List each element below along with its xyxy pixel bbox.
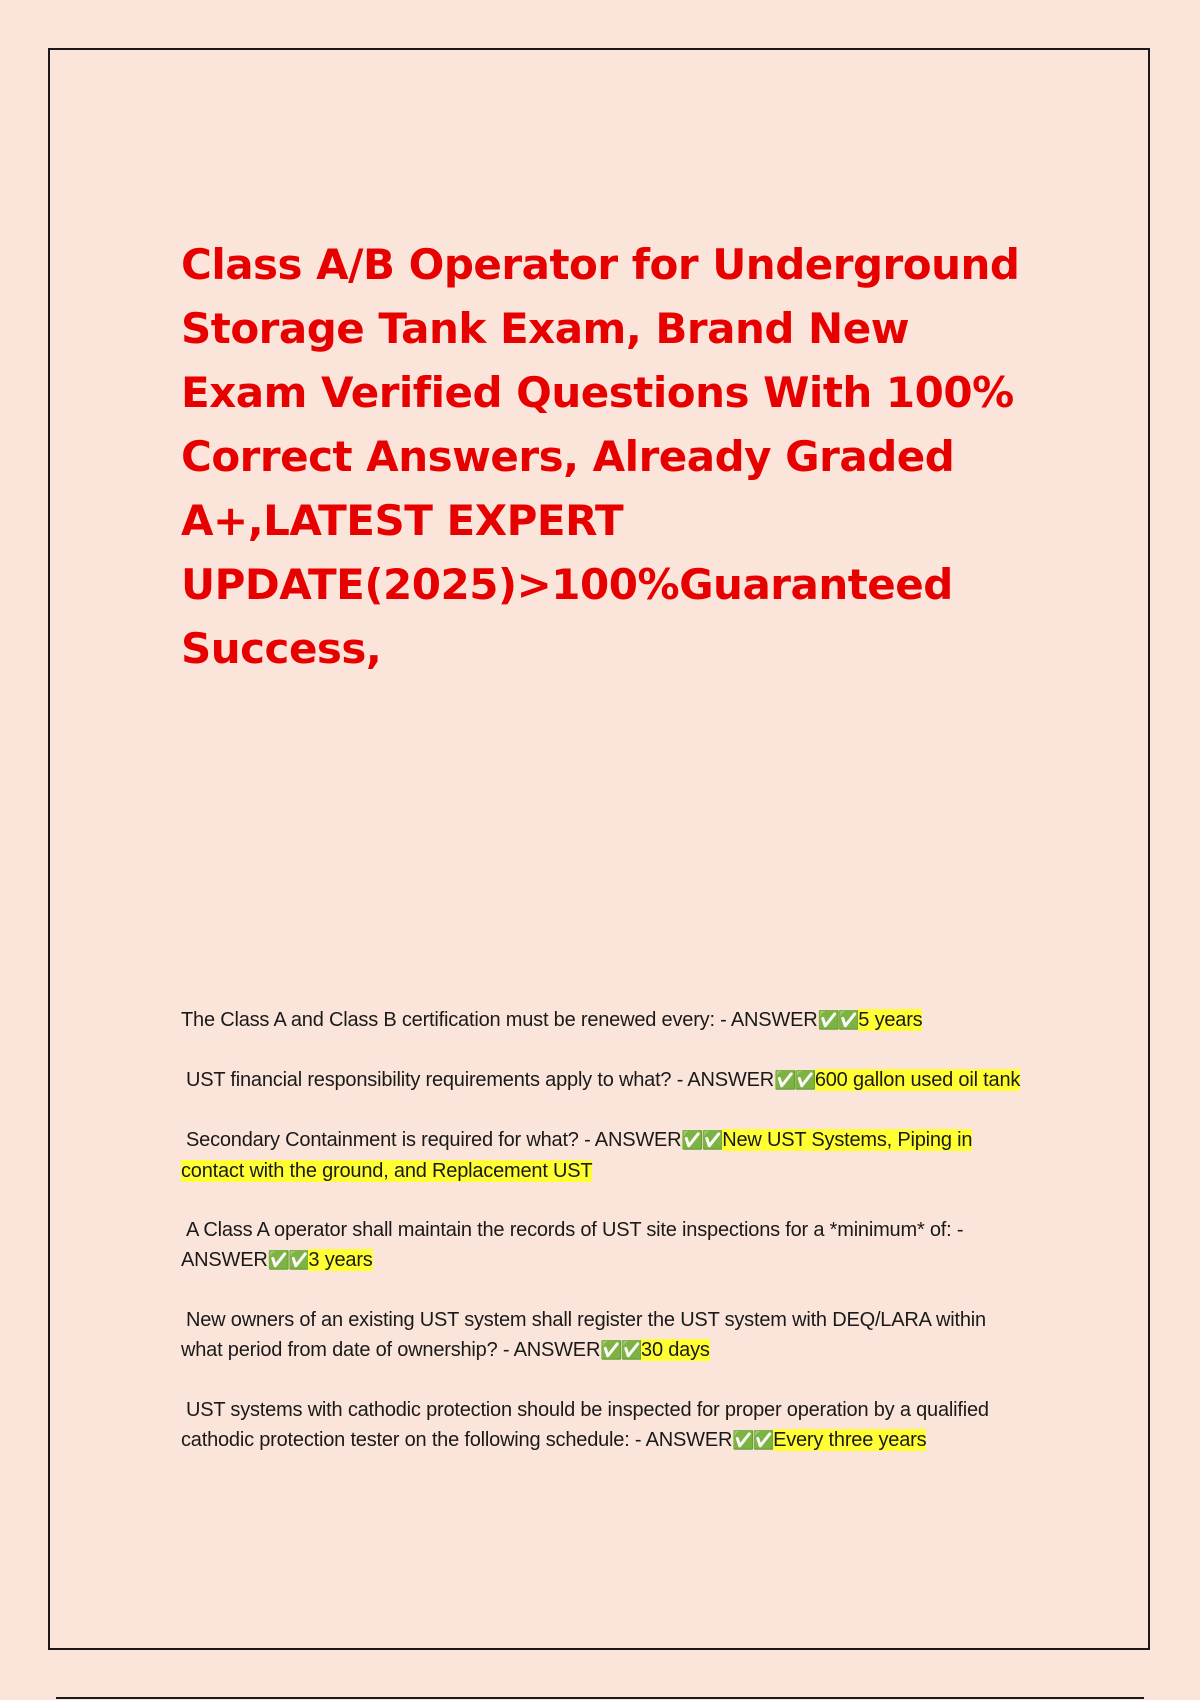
question-text: The Class A and Class B certification must be renewed every: xyxy=(181,1009,715,1031)
answer-label: - ANSWER xyxy=(497,1339,601,1361)
question-text: A Class A operator shall maintain the records of UST site inspections for a *minimum* of: xyxy=(186,1219,952,1241)
document-title: Class A/B Operator for Underground Storage Tank Exam, Brand New Exam Verified Questions With 100% Correct Answers, Already Graded A+,LATEST EXPERT UPDATE(2025)>100%Guaranteed Success, xyxy=(181,240,1020,673)
answer-label: - ANSWER xyxy=(629,1429,733,1451)
answer-label: - ANSWER xyxy=(671,1069,774,1091)
question-text: New owners of an existing UST system shall register the UST system with DEQ/LARA within what period from date of ownership? xyxy=(181,1309,986,1361)
question-text: UST financial responsibility requirements apply to what? xyxy=(186,1069,672,1091)
answer-text: 5 years xyxy=(858,1009,923,1031)
qa-item-1 xyxy=(181,1005,1031,1036)
question-text: Secondary Containment is required for what? xyxy=(186,1129,579,1151)
answer-label: - ANSWER xyxy=(578,1129,682,1151)
qa-item-6 xyxy=(181,1395,1031,1456)
answer-text: New UST Systems, Piping in contact with the ground, and Replacement UST xyxy=(181,1129,973,1182)
answer-text: 30 days xyxy=(641,1339,710,1361)
answer-label: - ANSWER xyxy=(714,1009,818,1031)
bottom-rule xyxy=(56,1697,1144,1699)
answer-label: - ANSWER xyxy=(181,1219,964,1271)
qa-item-2 xyxy=(181,1065,1031,1096)
qa-item-3 xyxy=(181,1125,1031,1186)
double-check-icon: ✅✅ xyxy=(600,1340,642,1361)
answer-text: 600 gallon used oil tank xyxy=(814,1069,1021,1091)
double-check-icon: ✅✅ xyxy=(681,1130,723,1151)
double-check-icon: ✅✅ xyxy=(774,1070,815,1091)
qa-item-5 xyxy=(181,1305,1031,1366)
answer-text: 3 years xyxy=(308,1249,373,1271)
question-answer-list xyxy=(181,1005,1031,1485)
double-check-icon: ✅✅ xyxy=(817,1010,859,1031)
question-text: UST systems with cathodic protection should be inspected for proper operation by a qualified cathodic protection tester on the following schedule: xyxy=(181,1399,989,1451)
double-check-icon: ✅✅ xyxy=(732,1430,774,1451)
answer-text: Every three years xyxy=(773,1429,927,1451)
double-check-icon: ✅✅ xyxy=(267,1250,309,1271)
qa-item-4 xyxy=(181,1215,1031,1276)
